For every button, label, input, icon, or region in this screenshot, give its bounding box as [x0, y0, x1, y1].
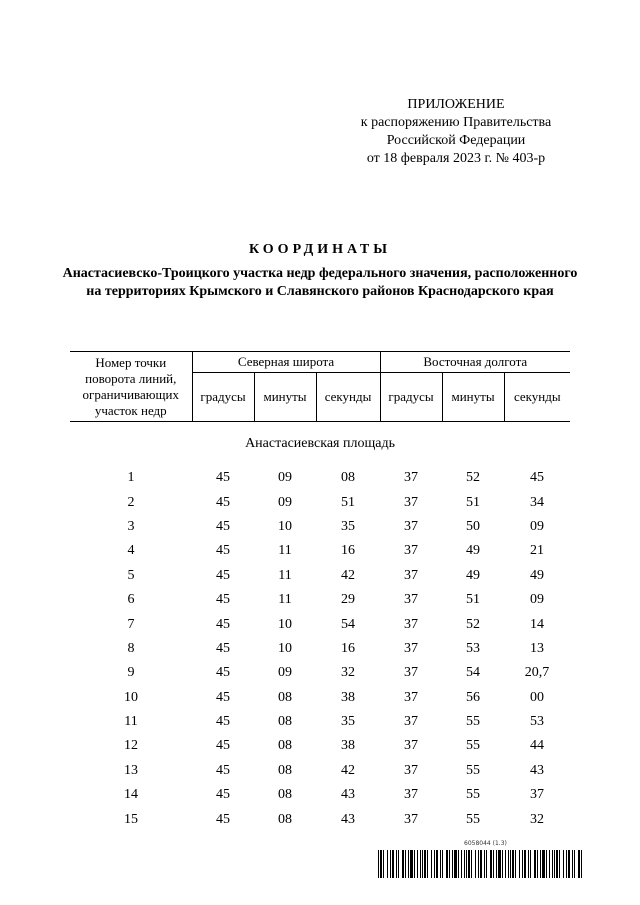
- cell-east-minutes: 51: [466, 494, 481, 510]
- table-row: [70, 759, 570, 783]
- table-row: [70, 539, 570, 563]
- cell-east-degrees: 37: [404, 592, 419, 608]
- cell-north-seconds: 43: [341, 811, 356, 827]
- cell-east-minutes: 51: [466, 592, 481, 608]
- header-north-degrees: градусы: [192, 373, 254, 422]
- section-title: Анастасиевская площадь: [245, 436, 395, 451]
- cell-east-minutes: 55: [466, 738, 481, 754]
- cell-east-seconds: 49: [530, 567, 545, 583]
- cell-point-number: 13: [124, 762, 138, 778]
- table-row: [70, 807, 570, 831]
- appendix-line-government: Российской Федерации: [386, 133, 526, 148]
- cell-north-minutes: 10: [278, 518, 292, 534]
- table-row: [70, 466, 570, 490]
- header-north-minutes: минуты: [254, 373, 316, 422]
- cell-north-degrees: 45: [216, 494, 230, 510]
- cell-east-seconds: 00: [530, 689, 545, 705]
- table-row: [70, 661, 570, 685]
- cell-east-minutes: 55: [466, 762, 481, 778]
- cell-east-seconds: 34: [530, 494, 545, 510]
- cell-north-seconds: 35: [341, 518, 356, 534]
- cell-north-degrees: 45: [216, 665, 230, 681]
- table-row: [70, 490, 570, 514]
- cell-north-minutes: 11: [278, 543, 292, 559]
- cell-point-number: 4: [127, 543, 135, 559]
- cell-east-degrees: 37: [404, 616, 419, 632]
- barcode-block: [378, 840, 586, 880]
- cell-east-minutes: 56: [466, 689, 481, 705]
- cell-east-minutes: 55: [466, 787, 481, 803]
- cell-east-degrees: 37: [404, 665, 419, 681]
- cell-north-minutes: 08: [278, 689, 292, 705]
- cell-north-seconds: 16: [341, 640, 356, 656]
- cell-north-degrees: 45: [216, 738, 230, 754]
- cell-east-degrees: 37: [404, 738, 419, 754]
- cell-east-seconds: 21: [530, 543, 545, 559]
- table-body: [70, 422, 570, 832]
- cell-north-degrees: 45: [216, 567, 230, 583]
- table-row: [70, 564, 570, 588]
- cell-east-minutes: 50: [466, 518, 481, 534]
- cell-north-degrees: 45: [216, 811, 230, 827]
- appendix-header: [330, 96, 582, 168]
- cell-east-seconds: 37: [530, 787, 545, 803]
- cell-north-degrees: 45: [216, 543, 230, 559]
- appendix-title: ПРИЛОЖЕНИЕ: [407, 97, 505, 112]
- cell-east-degrees: 37: [404, 470, 419, 486]
- header-north-latitude: Северная широта: [192, 352, 380, 373]
- cell-east-minutes: 49: [466, 567, 481, 583]
- cell-north-degrees: 45: [216, 592, 230, 608]
- cell-point-number: 3: [127, 518, 135, 534]
- table-row: [70, 612, 570, 636]
- cell-east-seconds: 13: [530, 640, 545, 656]
- cell-north-seconds: 32: [341, 665, 356, 681]
- cell-point-number: 1: [127, 470, 135, 486]
- cell-point-number: 6: [127, 592, 135, 608]
- cell-east-seconds: 45: [530, 470, 545, 486]
- cell-point-number: 2: [127, 494, 135, 510]
- cell-north-degrees: 45: [216, 762, 230, 778]
- cell-north-degrees: 45: [216, 689, 230, 705]
- cell-east-seconds: 14: [530, 616, 545, 632]
- cell-east-minutes: 53: [466, 640, 481, 656]
- appendix-line-date: от 18 февраля 2023 г. № 403-р: [366, 151, 546, 166]
- cell-north-seconds: 08: [341, 470, 356, 486]
- barcode-image: [378, 850, 586, 878]
- header-point-number: Номер точки поворота линий, ограничивающих участок недр: [70, 352, 192, 422]
- document-title: КООРДИНАТЫ: [248, 242, 391, 257]
- cell-east-minutes: 55: [466, 714, 481, 730]
- cell-east-degrees: 37: [404, 567, 419, 583]
- barcode-label: 6058044 (1.3): [464, 840, 507, 847]
- document-subtitle: Анастасиевско-Троицкого участка недр федерального значения, расположенного на территориях Крымского и Славянского районов Краснодарского края: [62, 266, 578, 299]
- cell-east-seconds: 20,7: [524, 665, 550, 681]
- cell-east-degrees: 37: [404, 762, 419, 778]
- cell-east-seconds: 53: [530, 714, 545, 730]
- cell-east-minutes: 49: [466, 543, 481, 559]
- header-north-seconds: секунды: [316, 373, 380, 422]
- cell-north-seconds: 38: [341, 738, 356, 754]
- cell-north-seconds: 29: [341, 592, 356, 608]
- cell-east-minutes: 52: [466, 616, 481, 632]
- cell-east-seconds: 09: [530, 518, 545, 534]
- cell-north-minutes: 09: [278, 470, 292, 486]
- header-east-degrees: градусы: [380, 373, 442, 422]
- cell-north-seconds: 42: [341, 567, 356, 583]
- coordinates-table: [70, 351, 570, 832]
- header-east-minutes: минуты: [442, 373, 504, 422]
- cell-north-degrees: 45: [216, 616, 230, 632]
- cell-east-minutes: 52: [466, 470, 481, 486]
- cell-north-seconds: 35: [341, 714, 356, 730]
- cell-north-minutes: 08: [278, 811, 292, 827]
- table-row: [70, 686, 570, 710]
- cell-north-seconds: 43: [341, 787, 356, 803]
- cell-north-seconds: 16: [341, 543, 356, 559]
- cell-north-degrees: 45: [216, 518, 230, 534]
- cell-point-number: 15: [124, 811, 138, 827]
- cell-point-number: 10: [124, 689, 138, 705]
- cell-point-number: 11: [124, 714, 138, 730]
- cell-east-seconds: 44: [530, 738, 545, 754]
- cell-east-degrees: 37: [404, 714, 419, 730]
- cell-east-degrees: 37: [404, 518, 419, 534]
- cell-east-seconds: 43: [530, 762, 545, 778]
- table-row: [70, 637, 570, 661]
- table-row: [70, 783, 570, 807]
- cell-point-number: 9: [127, 665, 135, 681]
- cell-east-degrees: 37: [404, 494, 419, 510]
- cell-north-minutes: 10: [278, 616, 292, 632]
- cell-north-minutes: 10: [278, 640, 292, 656]
- header-east-seconds: секунды: [504, 373, 570, 422]
- cell-east-degrees: 37: [404, 543, 419, 559]
- cell-north-minutes: 11: [278, 592, 292, 608]
- table-row: [70, 588, 570, 612]
- cell-north-seconds: 51: [341, 494, 356, 510]
- cell-point-number: 7: [127, 616, 135, 632]
- cell-north-seconds: 54: [341, 616, 356, 632]
- cell-east-minutes: 54: [466, 665, 481, 681]
- cell-north-minutes: 08: [278, 762, 292, 778]
- appendix-line-order: к распоряжению Правительства: [360, 115, 552, 130]
- cell-east-degrees: 37: [404, 689, 419, 705]
- cell-north-degrees: 45: [216, 714, 230, 730]
- cell-north-degrees: 45: [216, 470, 230, 486]
- cell-north-minutes: 11: [278, 567, 292, 583]
- cell-point-number: 12: [124, 738, 138, 754]
- table-row: [70, 710, 570, 734]
- cell-north-minutes: 08: [278, 738, 292, 754]
- cell-east-seconds: 09: [530, 592, 545, 608]
- cell-north-seconds: 42: [341, 762, 356, 778]
- cell-east-degrees: 37: [404, 787, 419, 803]
- cell-north-minutes: 08: [278, 787, 292, 803]
- cell-point-number: 14: [124, 787, 138, 803]
- cell-point-number: 5: [127, 567, 135, 583]
- cell-north-seconds: 38: [341, 689, 356, 705]
- cell-east-seconds: 32: [530, 811, 545, 827]
- cell-east-degrees: 37: [404, 811, 419, 827]
- cell-east-minutes: 55: [466, 811, 481, 827]
- cell-north-degrees: 45: [216, 640, 230, 656]
- cell-north-degrees: 45: [216, 787, 230, 803]
- cell-north-minutes: 08: [278, 714, 292, 730]
- table-row: [70, 734, 570, 758]
- cell-east-degrees: 37: [404, 640, 419, 656]
- cell-north-minutes: 09: [278, 665, 292, 681]
- cell-north-minutes: 09: [278, 494, 292, 510]
- cell-point-number: 8: [127, 640, 135, 656]
- table-row: [70, 515, 570, 539]
- header-east-longitude: Восточная долгота: [380, 352, 570, 373]
